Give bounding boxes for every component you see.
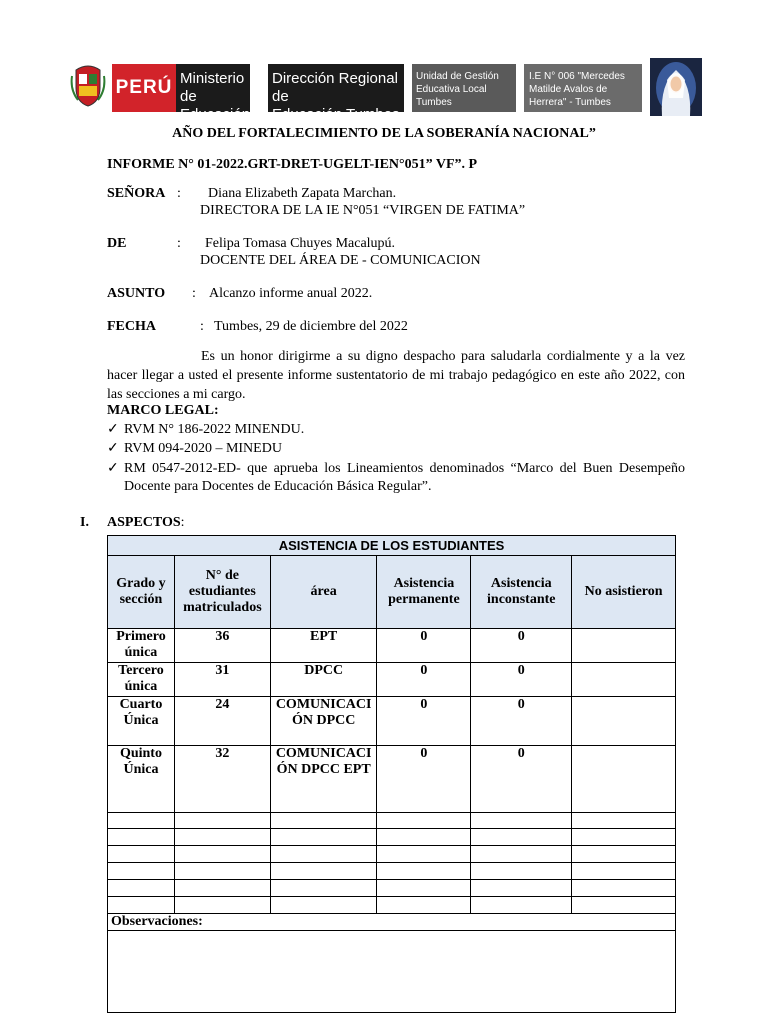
table-cell: 0	[471, 697, 572, 746]
document-title: AÑO DEL FORTALECIMIENTO DE LA SOBERANÍA NACIONAL”	[172, 126, 596, 141]
senora-label: SEÑORA	[107, 186, 166, 201]
table-cell: COMUNICACIÓN DPCC EPT	[270, 746, 377, 813]
fecha-label: FECHA	[107, 319, 156, 334]
table-row	[108, 746, 676, 813]
table-cell: 0	[471, 746, 572, 813]
col-header: Grado y sección	[108, 556, 175, 629]
table-cell: Tercero única	[108, 663, 175, 697]
table-cell: 0	[471, 629, 572, 663]
checkmark-icon: ✓	[107, 461, 119, 476]
list-item	[107, 421, 685, 439]
direccion-regional-label: Dirección Regional de Educación Tumbes	[268, 64, 404, 112]
de-sep: :	[177, 236, 181, 251]
table-cell: 0	[471, 663, 572, 697]
table-cell	[572, 663, 676, 697]
table-caption: ASISTENCIA DE LOS ESTUDIANTES	[108, 536, 676, 556]
table-cell	[572, 629, 676, 663]
table-row	[108, 863, 676, 880]
intro-paragraph: Es un honor dirigirme a su digno despacho para saludarla cordialmente y a la vez hacer llegar a usted el presente informe sustentatorio de mi trabajo pedagógico en este año 2022, con las secciones a mi cargo.	[107, 349, 685, 402]
section-colon: :	[180, 515, 185, 530]
ugel-label: Unidad de Gestión Educativa Local Tumbes	[412, 64, 516, 112]
sender-name: Felipa Tomasa Chuyes Macalupú.	[205, 236, 396, 251]
col-header: área	[270, 556, 377, 629]
table-cell: 0	[377, 663, 471, 697]
virgin-image	[650, 58, 702, 116]
list-item-text: RVM 094-2020 – MINEDU	[124, 441, 282, 456]
table-row	[108, 880, 676, 897]
table-row	[108, 663, 676, 697]
table-row	[108, 829, 676, 846]
fecha-sep: :	[200, 319, 204, 334]
table-row	[108, 629, 676, 663]
table-cell: DPCC	[270, 663, 377, 697]
table-cell: 0	[377, 629, 471, 663]
table-row	[108, 813, 676, 829]
col-header: Asistencia inconstante	[471, 556, 572, 629]
table-header-row	[108, 556, 676, 629]
recipient-role: DIRECTORA DE LA IE N°051 “VIRGEN DE FATIMA”	[200, 203, 526, 218]
letterhead	[70, 58, 702, 123]
observaciones-area	[108, 931, 676, 1013]
table-cell: 31	[174, 663, 270, 697]
table-cell: COMUNICACIÓN DPCC	[270, 697, 377, 746]
peru-logo	[112, 64, 251, 123]
coat-of-arms-icon	[70, 62, 106, 108]
table-cell: Primero única	[108, 629, 175, 663]
asunto-value: Alcanzo informe anual 2022.	[209, 286, 373, 301]
table-cell: Cuarto Única	[108, 697, 175, 746]
checkmark-icon: ✓	[107, 441, 119, 456]
col-header: Asistencia permanente	[377, 556, 471, 629]
checkmark-icon: ✓	[107, 422, 119, 437]
table-cell: 24	[174, 697, 270, 746]
senora-sep: :	[177, 186, 181, 201]
table-row	[108, 697, 676, 746]
table-cell	[572, 697, 676, 746]
ministerio-label: Ministerio de Educación	[180, 70, 251, 123]
list-item	[107, 460, 685, 496]
list-item-text: RVM N° 186-2022 MINENDU.	[124, 422, 305, 437]
table-cell: 0	[377, 697, 471, 746]
table-row	[108, 897, 676, 914]
observaciones-label: Observaciones:	[108, 914, 676, 931]
de-label: DE	[107, 236, 127, 251]
table-cell: 32	[174, 746, 270, 813]
marco-legal-title: MARCO LEGAL:	[107, 403, 219, 418]
list-item-text: RM 0547-2012-ED- que aprueba los Lineamientos denominados “Marco del Buen Desempeño Docente para Docentes de Educación Básica Regular”.	[124, 461, 685, 494]
peru-label: PERÚ	[112, 64, 176, 112]
section-number: I.	[80, 515, 89, 530]
table-cell: 36	[174, 629, 270, 663]
informe-number: INFORME N° 01-2022.GRT-DRET-UGELT-IEN°051” VF”. P	[107, 157, 478, 172]
table-row	[108, 846, 676, 863]
attendance-table	[107, 535, 676, 1013]
institution-label: I.E N° 006 "Mercedes Matilde Avalos de Herrera" - Tumbes	[524, 64, 642, 112]
sender-role: DOCENTE DEL ÁREA DE - COMUNICACION	[200, 253, 481, 268]
table-cell: EPT	[270, 629, 377, 663]
fecha-value: Tumbes, 29 de diciembre del 2022	[214, 319, 408, 334]
recipient-name: Diana Elizabeth Zapata Marchan.	[208, 186, 397, 201]
section-heading	[107, 515, 185, 531]
table-cell: 0	[377, 746, 471, 813]
table-cell: Quinto Única	[108, 746, 175, 813]
asunto-sep: :	[192, 286, 196, 301]
asunto-label: ASUNTO	[107, 286, 166, 301]
list-item	[107, 440, 685, 458]
table-cell	[572, 746, 676, 813]
section-title: ASPECTOS	[107, 515, 181, 530]
col-header: N° de estudiantes matriculados	[174, 556, 270, 629]
col-header: No asistieron	[572, 556, 676, 629]
